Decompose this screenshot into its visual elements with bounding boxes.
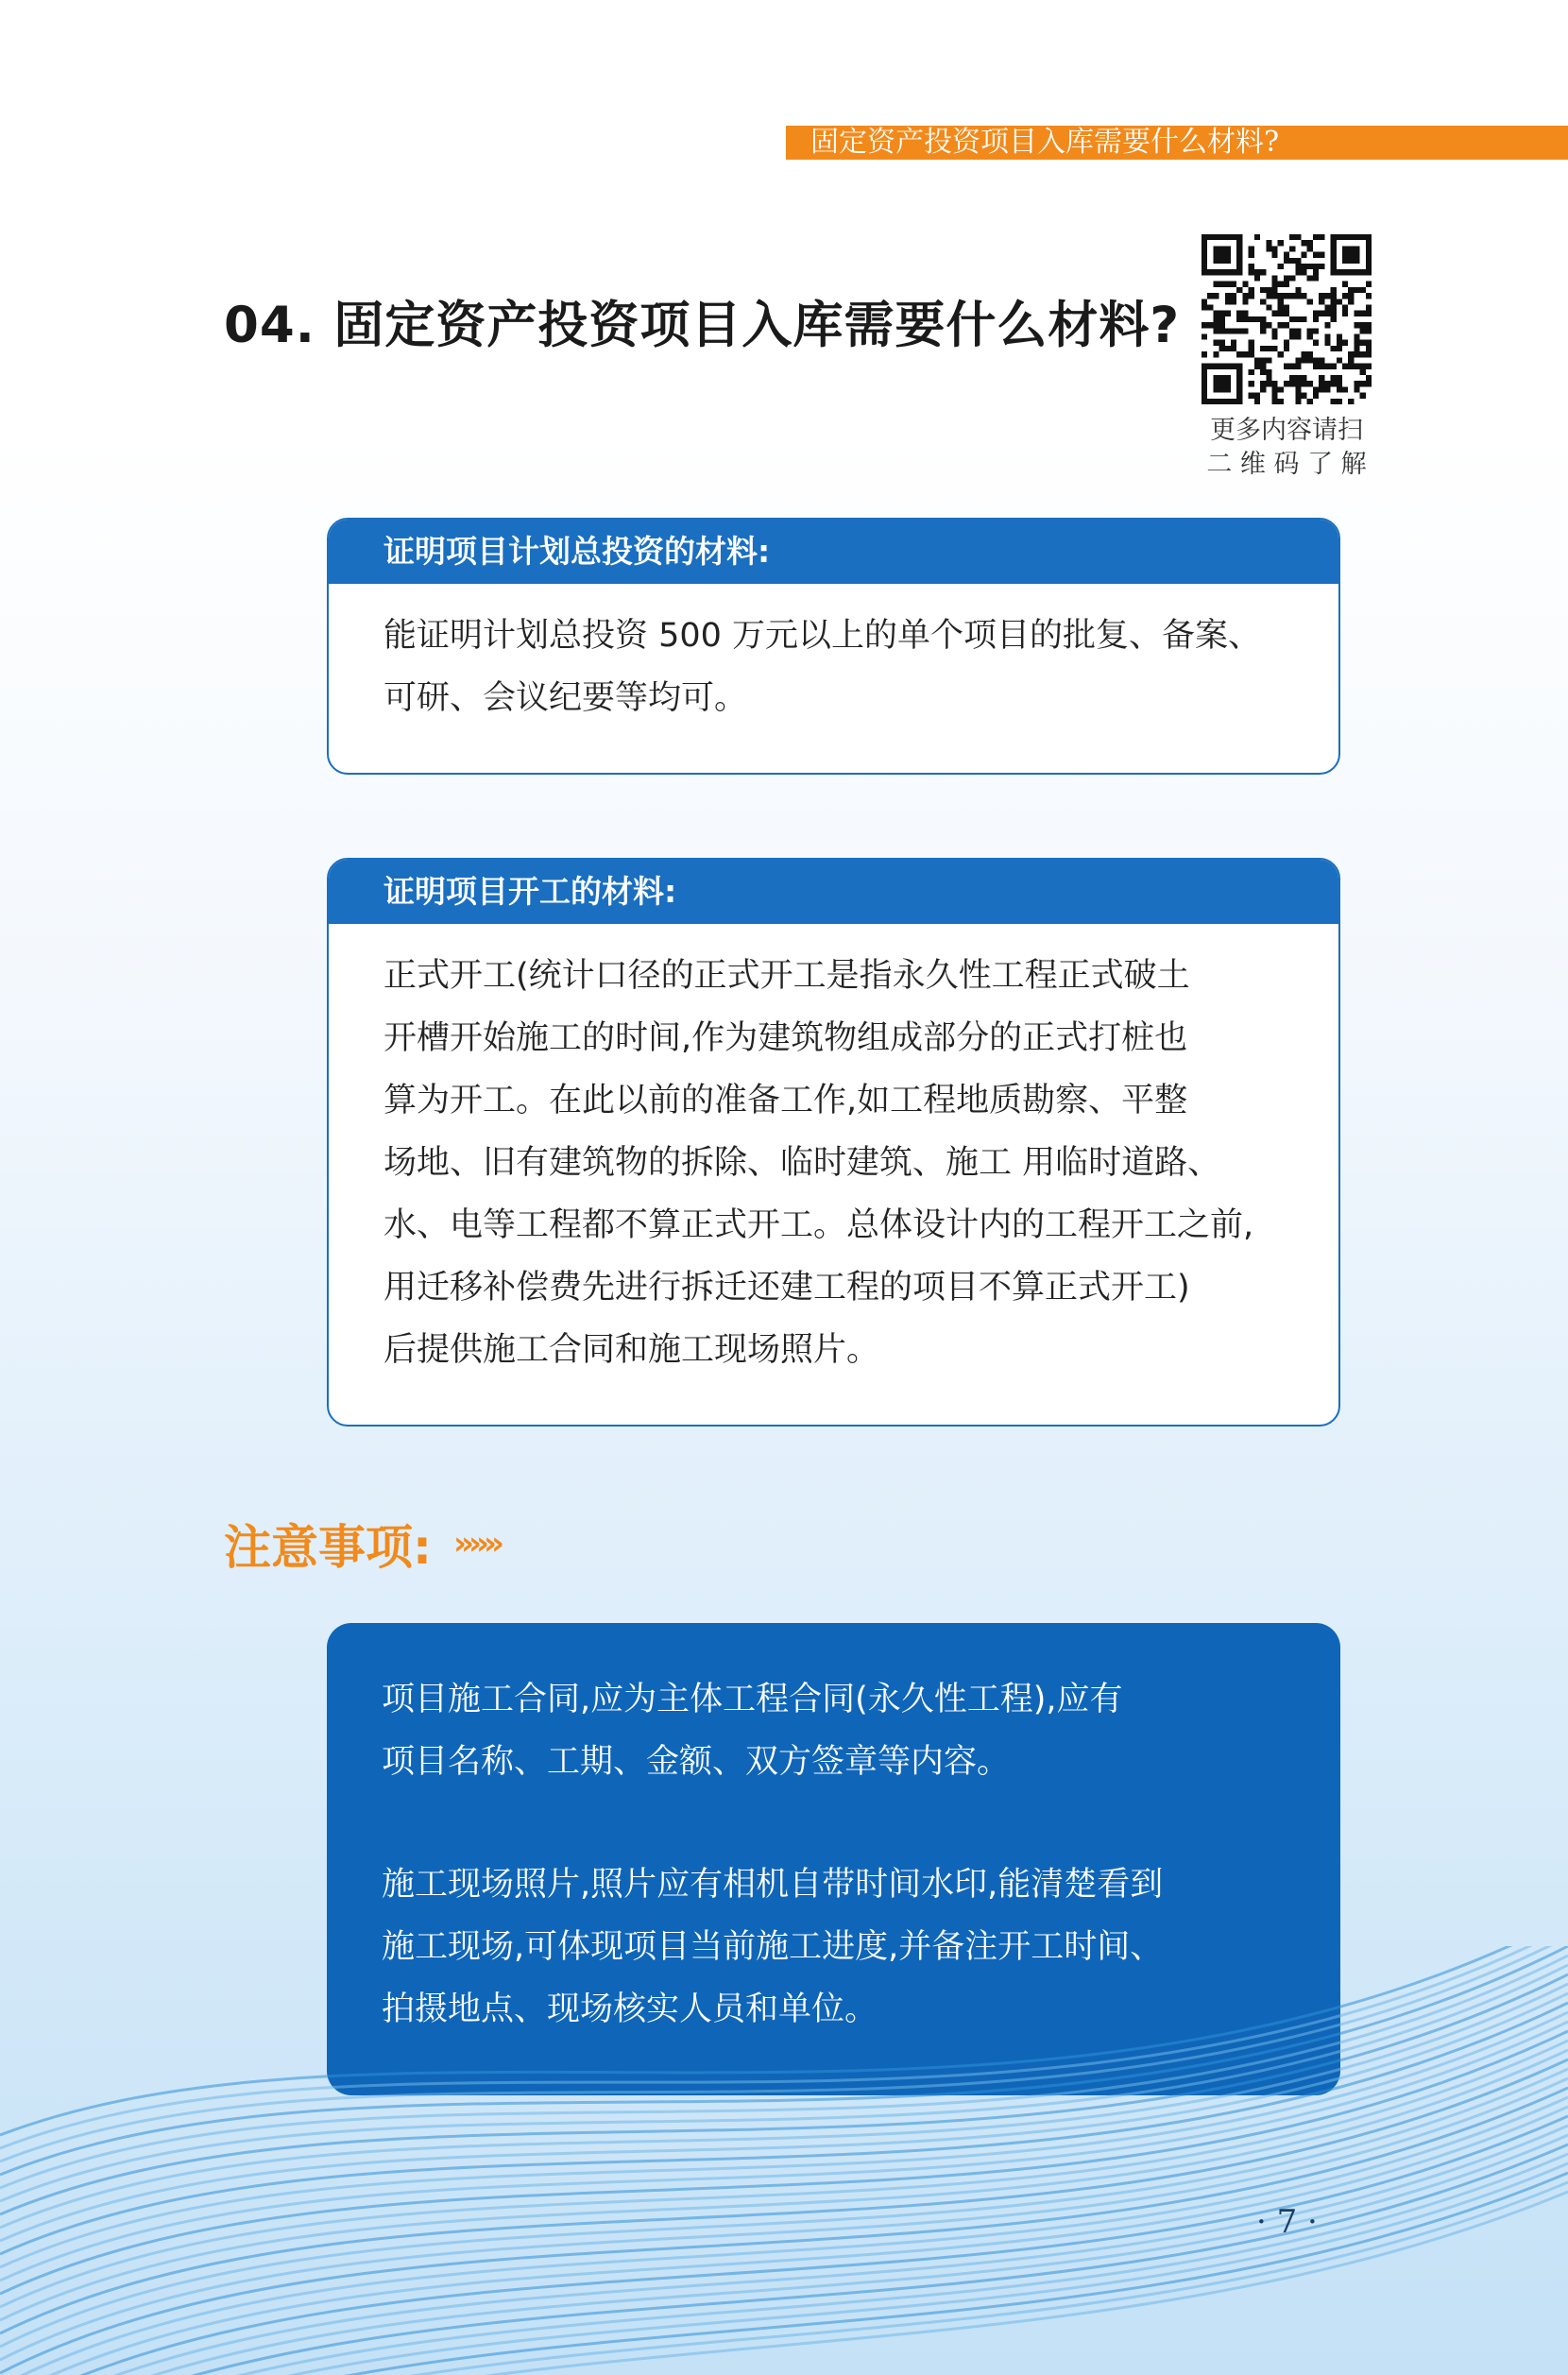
card-heading: 证明项目计划总投资的材料:	[329, 520, 1338, 584]
investment-materials-card	[327, 518, 1340, 775]
decorative-waves	[0, 1946, 1568, 2375]
notes-line: 施工现场照片,照片应有相机自带时间水印,能清楚看到	[382, 1866, 1164, 1904]
commencement-materials-card	[327, 858, 1340, 1427]
qr-caption	[1192, 414, 1381, 482]
notes-title: 注意事项:	[224, 1520, 432, 1575]
card-line: 可研、会议纪要等均可。	[383, 679, 748, 717]
card-line: 能证明计划总投资 500 万元以上的单个项目的批复、备案、	[383, 617, 1262, 655]
page-title: 04. 固定资产投资项目入库需要什么材料?	[224, 297, 1181, 354]
notes-line: 项目施工合同,应为主体工程合同(永久性工程),应有	[382, 1681, 1123, 1718]
running-title: 固定资产投资项目入库需要什么材料?	[810, 126, 1280, 159]
card-line: 算为开工。在此以前的准备工作,如工程地质勘察、平整	[383, 1082, 1188, 1119]
card-body	[329, 924, 1338, 1381]
card-body	[329, 584, 1338, 729]
card-line: 正式开工(统计口径的正式开工是指永久性工程正式破土	[383, 957, 1190, 995]
card-line: 场地、旧有建筑物的拆除、临时建筑、施工 用临时道路、	[383, 1144, 1221, 1182]
notes-line: 项目名称、工期、金额、双方签章等内容。	[382, 1743, 1011, 1781]
qr-caption-line: 更多内容请扫	[1210, 416, 1363, 445]
qr-code-icon[interactable]	[1202, 234, 1372, 404]
page-number: · 7 ·	[1256, 2203, 1318, 2241]
notes-line: 拍摄地点、现场核实人员和单位。	[382, 1991, 878, 2028]
card-line: 用迁移补偿费先进行拆迁还建工程的项目不算正式开工)	[383, 1269, 1190, 1307]
card-line: 后提供施工合同和施工现场照片。	[383, 1331, 880, 1369]
qr-caption-line: 二 维 码 了 解	[1206, 450, 1367, 479]
notes-paragraph	[382, 1668, 1293, 1793]
arrows-icon: ››››››	[453, 1525, 500, 1563]
notes-line: 施工现场,可体现项目当前施工进度,并备注开工时间、	[382, 1928, 1164, 1966]
card-heading: 证明项目开工的材料:	[329, 860, 1338, 924]
card-line: 开槽开始施工的时间,作为建筑物组成部分的正式打桩也	[383, 1019, 1188, 1057]
card-line: 水、电等工程都不算正式开工。总体设计内的工程开工之前,	[383, 1206, 1254, 1244]
